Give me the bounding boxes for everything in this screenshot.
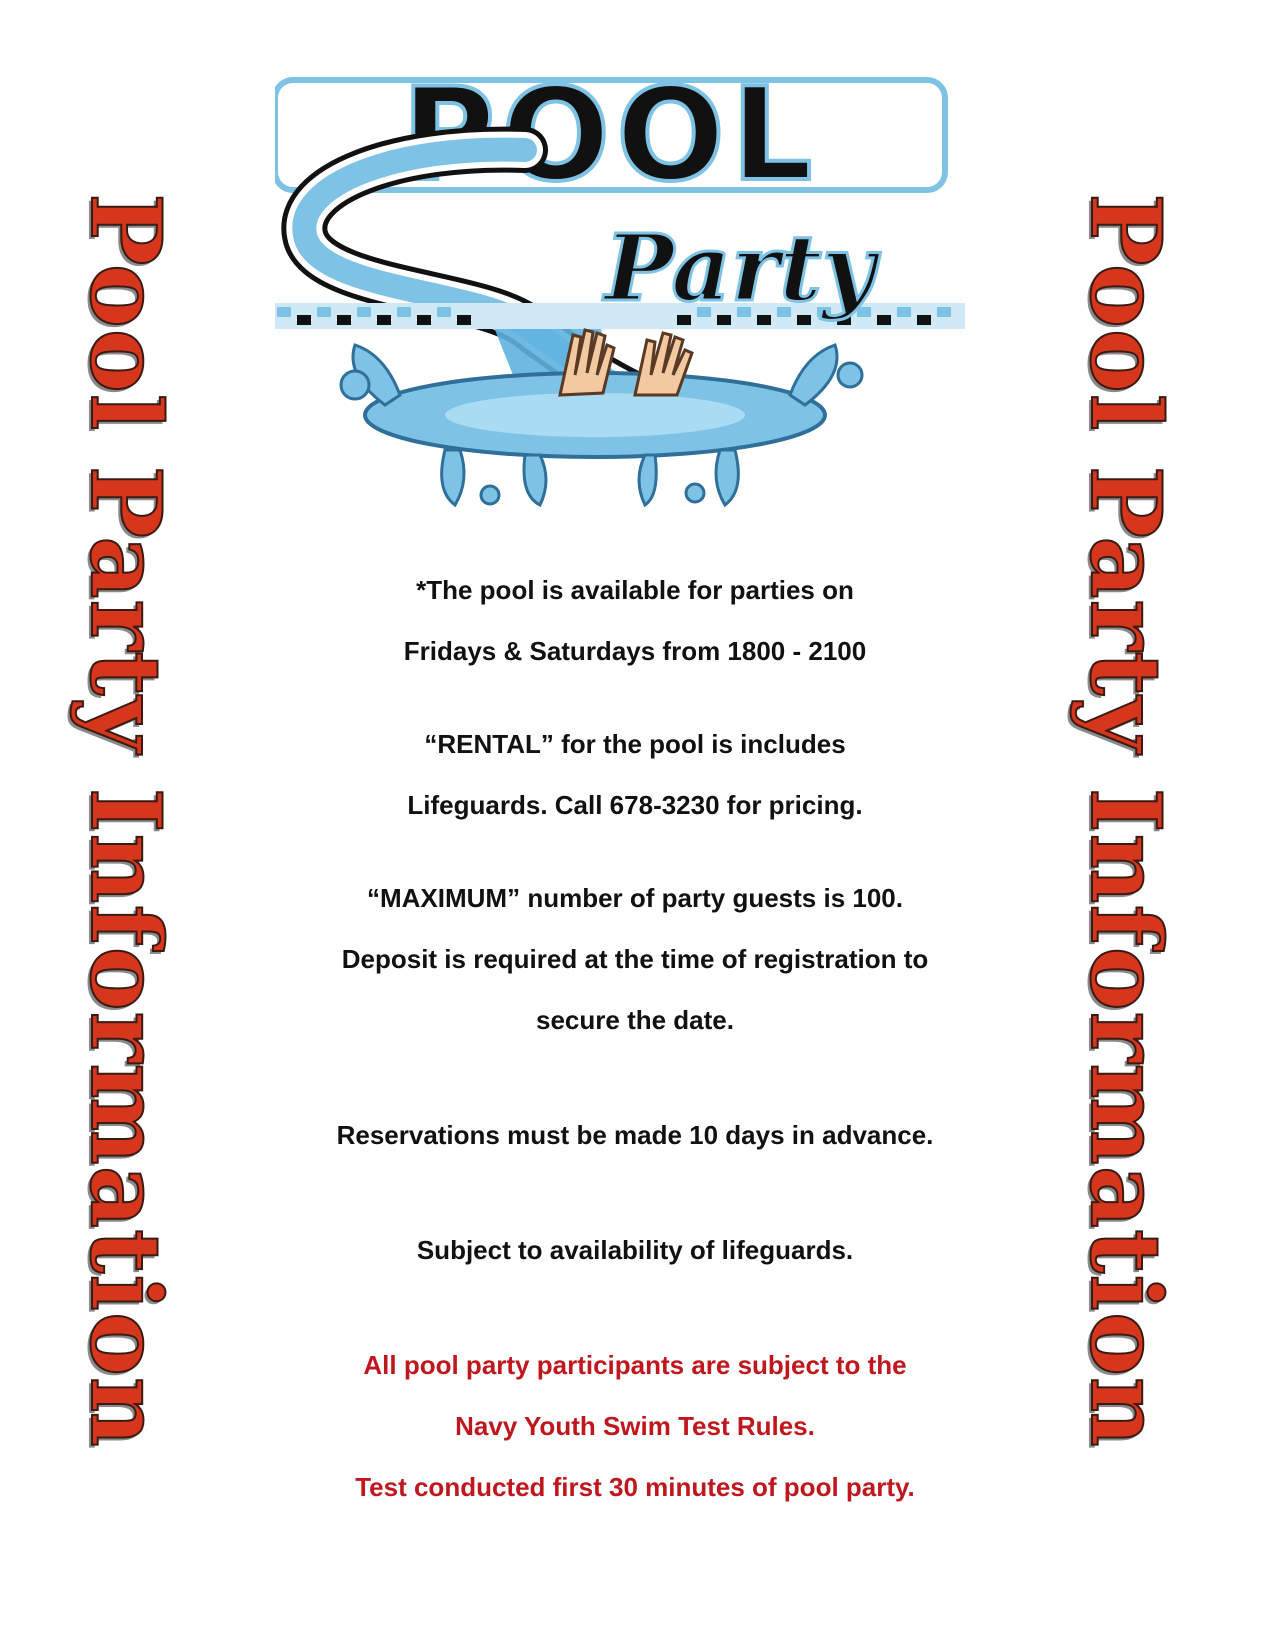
- swim-test-notice-line-2: Navy Youth Swim Test Rules.: [455, 1411, 815, 1441]
- logo-word-pool: POOL: [401, 75, 819, 210]
- availability-line-2: Fridays & Saturdays from 1800 - 2100: [403, 636, 867, 666]
- deposit-line-1: Deposit is required at the time of registration to: [341, 944, 929, 974]
- deposit-line-2: secure the date.: [536, 1005, 734, 1035]
- reservations-line: Reservations must be made 10 days in advance.: [336, 1120, 934, 1150]
- left-side-banner: [68, 60, 182, 1580]
- right-side-banner: [1068, 60, 1182, 1580]
- swim-test-notice-line-1: All pool party participants are subject to the: [363, 1350, 907, 1380]
- rental-line-2: Lifeguards. Call 678-3230 for pricing.: [407, 790, 863, 820]
- rental-line-1: “RENTAL” for the pool is includes: [424, 729, 846, 759]
- maximum-guests-line: “MAXIMUM” number of party guests is 100.: [367, 883, 903, 913]
- lifeguard-availability-line: Subject to availability of lifeguards.: [416, 1235, 854, 1265]
- right-banner-text: Pool Party Information: [1068, 192, 1182, 1448]
- availability-line-1: *The pool is available for parties on: [416, 575, 854, 605]
- pool-party-logo: [275, 75, 1005, 515]
- swim-test-notice-line-3: Test conducted first 30 minutes of pool party.: [355, 1472, 915, 1502]
- left-banner-text: Pool Party Information: [68, 192, 182, 1448]
- logo-word-party: Party: [604, 214, 876, 322]
- pool-party-info: [285, 560, 985, 1518]
